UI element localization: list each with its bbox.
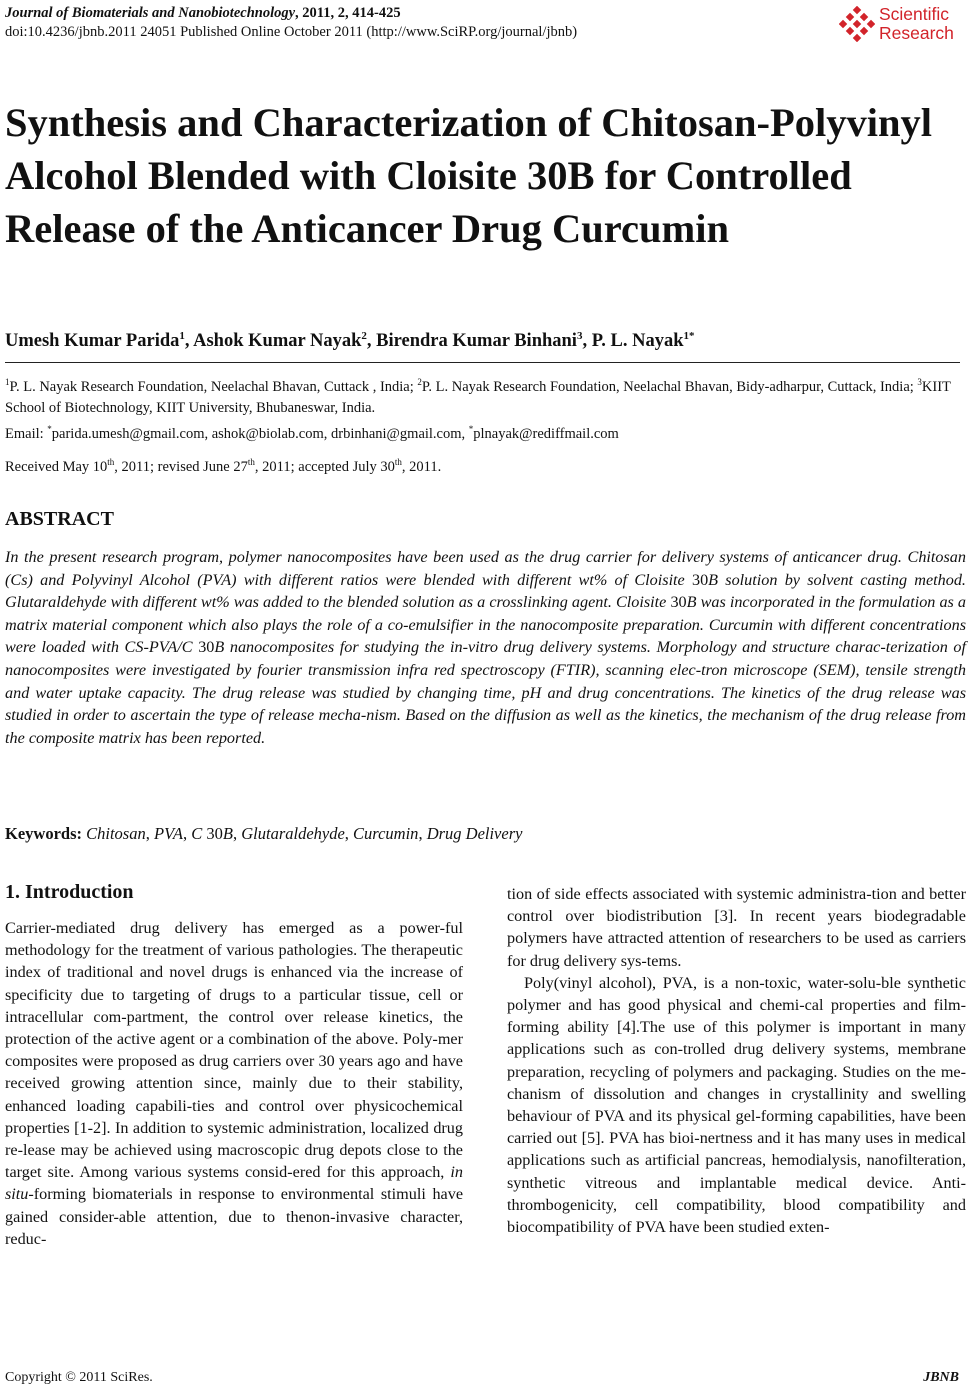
author-affiliation-sup: 1* [683,330,695,342]
abstract-heading: ABSTRACT [5,508,114,530]
email-link[interactable]: plnayak@rediffmail.com [473,425,619,442]
keyword: C 30B [191,824,233,843]
intro-column-left: Carrier-mediated drug delivery has emerged as a power-ful methodology for the treatment of various pathologies. The therapeutic index of traditional and novel drugs is enhanced via the increase of specificity due to targeting of drugs to a particular tissue, cell or intracellular com-partment, the control over release kinetics, the protection of the active agent or a combination of the above. Poly-mer composites were proposed as drug carriers over 30 years ago and have received growing attention since, mainly due to their stability, enhanced loading capabili-ties and control over physicochemical properties [1-2]. In addition to systemic administration, localized drug re-lease may be achieved using macroscopic drug depots close to the target site. Among various systems consid-ered for this approach, in situ-forming biomaterials in response to environmental stimuli have gained consider-able attention, due to thenon-invasive character, reduc- [5,919,463,1248]
email-line: Email: *parida.umesh@gmail.com, ashok@biolab.com, drbinhani@gmail.com, *plnayak@rediffmail.com [5,423,619,442]
author-affiliation-sup: 2 [361,330,367,342]
author-name: Ashok Kumar Nayak [193,331,362,352]
email-link[interactable]: parida.umesh@gmail.com, ashok@biolab.com, drbinhani@gmail.com, [51,425,469,442]
intro-column-right [507,883,966,1238]
received-dates: Received May 10th, 2011; revised June 27th, 2011; accepted July 30th, 2011. [5,457,442,475]
footer-copyright: Copyright © 2011 SciRes. [5,1370,153,1385]
title-divider [5,362,960,363]
keyword: Drug Delivery [426,824,523,843]
journal-name: Journal of Biomaterials and Nanobiotechnology [5,5,296,21]
publisher-logo-icon [839,6,875,42]
doi-line: doi:10.4236/jbnb.2011 24051 Published Online October 2011 (http://www.SciRP.org/journal/jbnb) [5,24,578,40]
keyword: Chitosan [86,824,146,843]
author-list: Umesh Kumar Parida$^1$, Ashok Kumar Nayak$^2$, Birendra Kumar Binhani$^3$, P. L. Nayak$^{1*}$ [5,330,695,352]
affiliations [5,372,965,445]
author-affiliation-sup: 3 [576,330,583,342]
keyword: PVA [153,824,183,843]
author-affiliation-sup: 1 [179,330,185,342]
abstract-text: In the present research program, polymer nanocomposites have been used as the drug carrier for delivery systems of anticancer drug. Chitosan (Cs) and Polyvinyl Alcohol (PVA) with different ratios were blended with different wt% of Cloisite 30B solution by solvent casting method. Glutaraldehyde with different wt% was added to the blended solution as a crosslinking agent. Cloisite 30B was incorporated in the formulation as a matrix material component which also plays the role of a co-emulsifier in the nanocomposite preparation. Curcumin with different concentrations were loaded with CS-PVA/C 30B nanocomposites for studying the in-vitro drug delivery systems. Morphology and structure charac-terization of nanocomposites were investigated by fourier transmission infra red spectroscopy (FTIR), scanning elec-tron microscope (SEM), tensile strength and water uptake capacity. The drug release was studied by changing time, pH and drug concentrations. The kinetics of the drug release was studied in order to ascertain the type of release mecha-nism. Based on the diffusion as well as the kinetics, the mechanism of the drug release from the composite matrix has been reported. [5,548,966,747]
footer-journal-abbr: JBNB [923,1370,959,1385]
journal-volume: , 2011, 2, 414-425 [295,5,401,21]
keywords: Keywords: Chitosan, PVA, C 30B, Glutaraldehyde, Curcumin, Drug Delivery [5,824,523,843]
affiliation-list: $^1$P. L. Nayak Research Foundation, Neelachal Bhavan, Cuttack , India; $^2$P. L. Nayak Research Foundation, Neelachal Bhavan, Bidy-adharpur, Cuttack, India; $^3$KIIT School of Biotechnology, KIIT University, Bhubaneswar, India. [5,377,951,416]
keyword: Glutaraldehyde [241,824,345,843]
author-name: Birendra Kumar Binhani [376,331,577,352]
author-name: Umesh Kumar Parida [5,331,180,352]
author-name: P. L. Nayak [591,331,684,352]
publisher-logo [839,2,965,46]
logo-text-research: Research [879,23,954,43]
journal-header-line [5,5,401,22]
section-heading-introduction: 1. Introduction [5,881,134,903]
keyword: Curcumin [353,824,419,843]
intro-paragraph: tion of side effects associated with systemic administra-tion and better control over biodistribution [3]. In recent years biodegradable polymers have attracted attention of researchers to be used as carriers for drug delivery sys-tems. [507,885,966,970]
keywords-label: Keywords [5,824,77,843]
logo-text-scientific: Scientific [879,4,950,24]
intro-paragraph: Poly(vinyl alcohol), PVA, is a non-toxic, water-solu-ble synthetic polymer and has good physical and chemi-cal properties and film-forming ability [4].The use of this polymer is important in many applications such as con-trolled drug delivery systems, membrane preparation, recycling of polymers and packaging. Studies on the me-chanism of dissolution and changes in crystallinity and swelling behaviour of PVA and its physical gel-forming capabilities, have been carried out [5]. PVA has bioi-nertness and it has many uses in medical applications such as artificial pancreas, hemodialysis, nanofilteration, synthetic vitreous and implantable medical device. Anti-thrombogenicity, cell compatibility, blood compatibility and biocompatibility of PVA have been studied exten- [507,973,966,1237]
paper-title: Synthesis and Characterization of Chitosan-Polyvinyl Alcohol Blended with Cloisite 30B for Controlled Release of the Anticancer Drug Curcumin [5,100,933,251]
